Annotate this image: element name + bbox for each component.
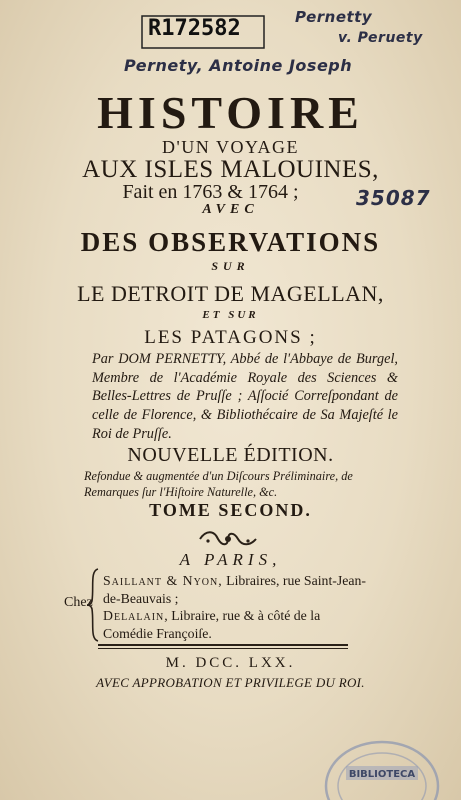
subtitle-line-2: AUX ISLES MALOUINES, bbox=[82, 156, 379, 183]
stamp-text: BIBLIOTECA bbox=[348, 769, 416, 780]
library-stamp bbox=[320, 728, 442, 800]
handwritten-author-note: Pernetty bbox=[295, 8, 373, 26]
detroit-line: LE DETROIT DE MAGELLAN, bbox=[77, 281, 384, 306]
edition-line: NOUVELLE ÉDITION. bbox=[127, 444, 334, 466]
publisher-2-line-2: Comédie Françoiſe. bbox=[103, 626, 212, 641]
publisher-1-line-2: de-Beauvais ; bbox=[103, 591, 179, 606]
chez-label: Chez bbox=[64, 595, 93, 610]
publisher-2-address: , Libraire, rue & à côté de la bbox=[164, 608, 321, 623]
imprint-year: M. DCC. LXX. bbox=[165, 655, 296, 671]
handwritten-inventory-number: 35087 bbox=[356, 186, 431, 210]
book-title: HISTOIRE bbox=[97, 87, 364, 138]
subtitle-line-1: D'UN VOYAGE bbox=[162, 137, 299, 157]
avec-line: AVEC bbox=[202, 202, 259, 217]
rule-thin bbox=[98, 648, 348, 649]
author-credits: Par DOM PERNETTY, Abbé de l'Abbaye de Burgel, Membre de l'Académie Royale des Sciences & Belles-Lettres de Pruſſe ; Aſſocié Correſpondant de celle de Florence, & Bibliothécaire de Sa Majeſté le Roi de Pruſſe. bbox=[92, 351, 398, 442]
royal-privilege-line: AVEC APPROBATION ET PRIVILEGE DU ROI. bbox=[96, 675, 365, 690]
brace-icon bbox=[86, 567, 100, 643]
et-sur-line: ET SUR bbox=[202, 309, 259, 321]
rule-thick bbox=[98, 644, 348, 646]
handwritten-author-note-2: v. Peruety bbox=[338, 30, 423, 46]
publisher-1-address: Libraires, rue Saint-Jean- bbox=[222, 573, 366, 588]
publisher-2-line-1 bbox=[103, 607, 320, 626]
publisher-2-name: Delalain bbox=[103, 608, 165, 623]
observations-line: DES OBSERVATIONS bbox=[80, 227, 381, 257]
patagons-line: LES PATAGONS ; bbox=[144, 327, 317, 348]
imprint-city: A PARIS, bbox=[179, 550, 282, 569]
voyage-dates: Fait en 1763 & 1764 ; bbox=[122, 181, 299, 203]
shelfmark-text: R172582 bbox=[148, 16, 241, 41]
handwritten-author-full-name: Pernety, Antoine Joseph bbox=[124, 56, 353, 75]
publisher-1-name: Saillant & Nyon, bbox=[103, 573, 223, 588]
volume-line: TOME SECOND. bbox=[149, 500, 312, 520]
sur-line: SUR bbox=[211, 259, 250, 273]
printer-ornament bbox=[196, 528, 260, 550]
publisher-1-line-1 bbox=[103, 572, 366, 591]
edition-description: Refondue & augmentée d'un Diſcours Préliminaire, de Remarques ſur l'Hiſtoire Naturelle, &c. bbox=[84, 469, 353, 499]
